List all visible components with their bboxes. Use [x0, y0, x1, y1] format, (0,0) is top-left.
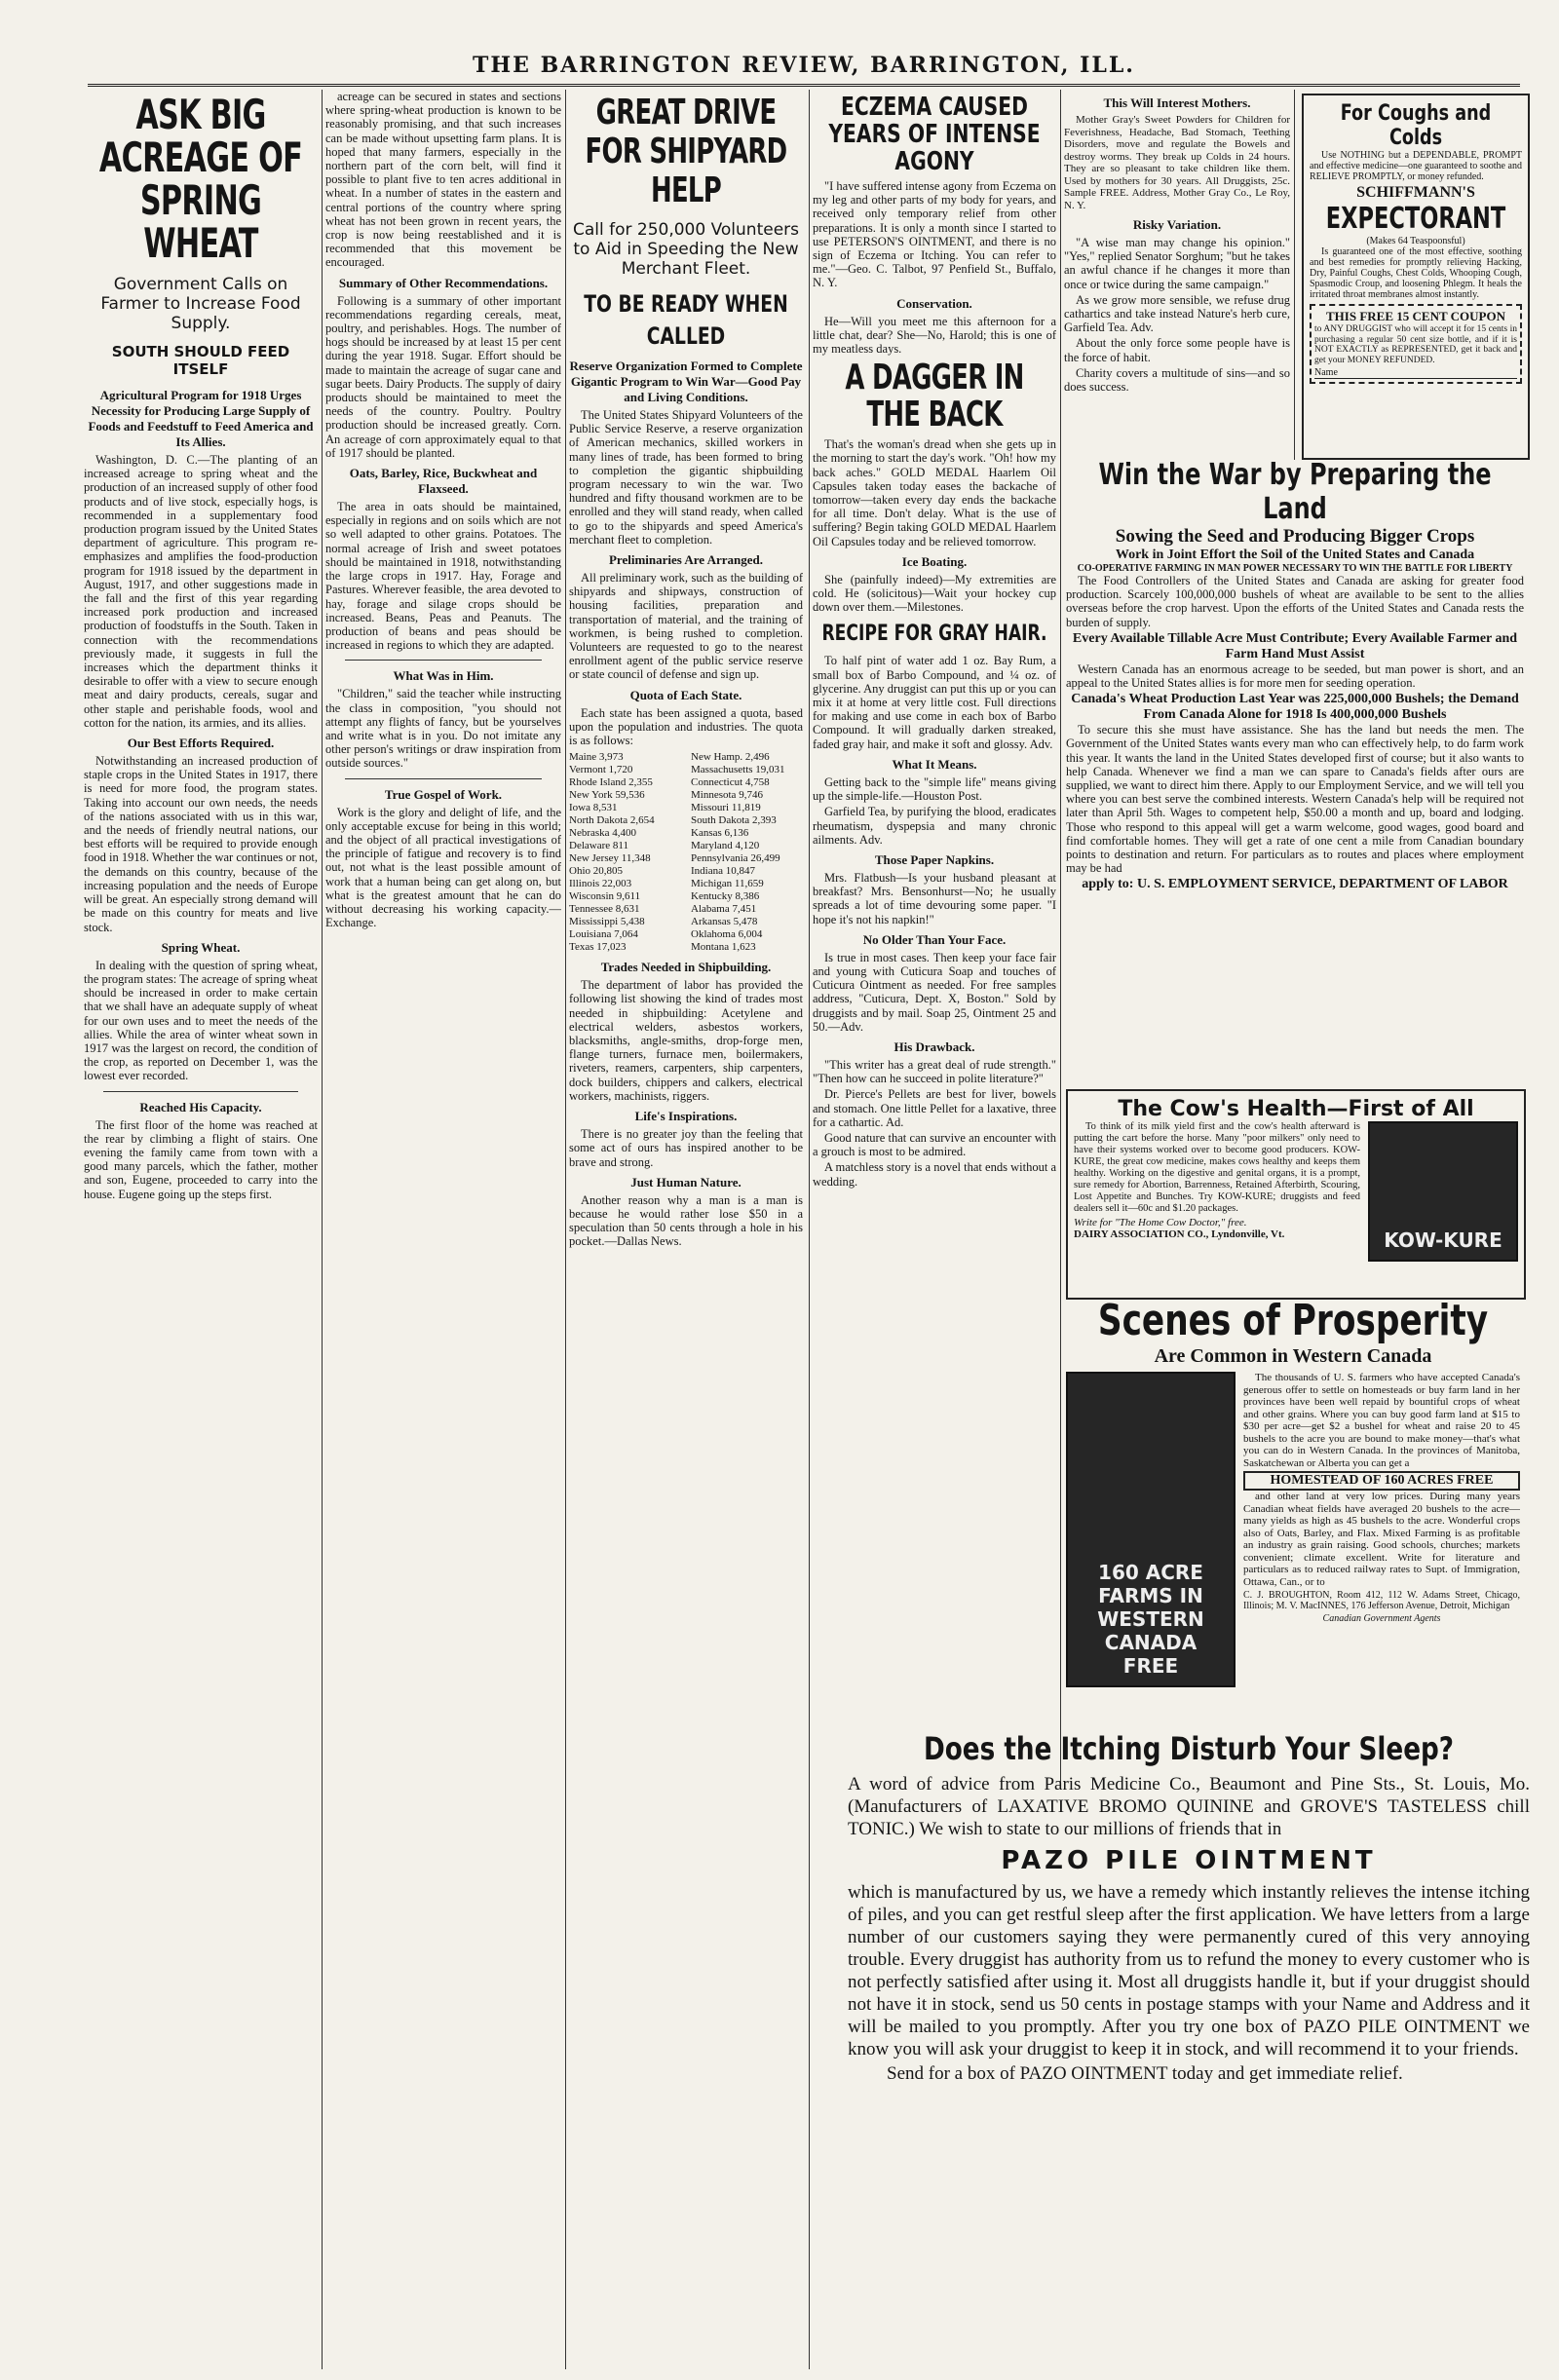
- ad-body: To secure this she must have assistance. She has the land but needs the men. The Government of the United States wants every man who can effectively help, to do farm work this year. It wants the land in the United States developed first of course; but it also wants to help Canada. Whenever we find a man we can spare to Canada's fields after ours are supplied, we want to direct him there. Apply to our Employment Service, and we will tell you where you can best serve the combined interests. Western Canada's help will be required not later than April 5th. Wages to competent help, $50.00 a month and up, board and lodging. Those who respond to this appeal will get a warm welcome, good wages, good board and find comfortable homes. They will get a rate of one cent a mile from Canadian boundary points to destination and return. For particulars as to routes and places where employment may be had: [1066, 723, 1524, 876]
- ad-subtitle: Are Common in Western Canada: [1154, 1345, 1432, 1367]
- headline: ECZEMA CAUSED YEARS OF INTENSE AGONY: [828, 93, 1041, 176]
- divider: [103, 1091, 298, 1092]
- article-body: "A wise man may change his opinion." "Yes," replied Senator Sorghum; "but he takes an awful chance if he changes it more than once or twice during the same campaign.": [1064, 236, 1290, 291]
- ad-lead: A word of advice from Paris Medicine Co., Beaumont and Pine Sts., St. Louis, Mo. (Manufacturers of LAXATIVE BROMO QUININE and GROVE'S TASTELESS chill TONIC.) We wish to state to our millions of friends that in: [848, 1774, 1530, 1839]
- article-body: Garfield Tea, by purifying the blood, eradicates rheumatism, dyspepsia and many chronic ailments. Adv.: [813, 805, 1056, 847]
- quota-entry: Louisiana 7,064: [569, 928, 638, 941]
- column-rule: [1294, 90, 1295, 460]
- quota-entry: Montana 1,623: [691, 941, 756, 954]
- article-body: There is no greater joy than the feeling that some act of ours has inspired another to be brave and strong.: [569, 1127, 803, 1169]
- masthead-title: THE BARRINGTON REVIEW, BARRINGTON, ILL.: [473, 53, 1135, 78]
- quota-entry: Indiana 10,847: [691, 865, 755, 878]
- quota-entry: Arkansas 5,478: [691, 916, 758, 928]
- ad-brand: SCHIFFMANN'S: [1356, 184, 1475, 201]
- quota-entry: Delaware 811: [569, 840, 628, 852]
- column-short-items: [1064, 90, 1290, 455]
- masthead: [88, 47, 1520, 87]
- quota-entry: Pennsylvania 26,499: [691, 852, 780, 865]
- article-body: As we grow more sensible, we refuse drug cathartics and take instead Nature's herb cure, Garfield Tea. Adv.: [1064, 292, 1290, 335]
- quota-entry: Kentucky 8,386: [691, 890, 760, 903]
- article-body: All preliminary work, such as the building of shipyards and shipways, construction of housing facilities, preparation and transportation of material, and the training of workmen, is being rushed to completion. Volunteers are requested to go to the nearest enrollment agent of the public service reserve or state council of defense and sign up.: [569, 571, 803, 682]
- subheading: Summary of Other Recommendations.: [338, 275, 549, 290]
- quota-entry: Nebraska 4,400: [569, 827, 637, 840]
- article-body: The first floor of the home was reached at the rear by climbing a flight of stairs. One evening the family came from town with a good many parcels, which the father, mother and son, Eugene, proceeded to carry into the house. Eugene going up the steps first.: [84, 1117, 318, 1201]
- column-rule: [565, 90, 566, 2369]
- article-body: Dr. Pierce's Pellets are best for liver, bowels and stomach. One little Pellet for a laxative, three for a cathartic. Ad.: [813, 1087, 1056, 1129]
- quota-entry: Mississippi 5,438: [569, 916, 645, 928]
- subheading: Just Human Nature.: [630, 1174, 741, 1190]
- ad-kow-kure: [1066, 1089, 1526, 1300]
- subheading: Risky Variation.: [1132, 217, 1222, 232]
- article-body: That's the woman's dread when she gets up in the morning to start the day's work. "Oh! how my back aches." GOLD MEDAL Haarlem Oil Capsules taken today eases the backache of tomorrow—taken every day ends the backache for all time. Don't delay. What is the use of suffering? Begin taking GOLD MEDAL Haarlem Oil Capsules today and be relieved tomorrow.: [813, 437, 1056, 548]
- article-body: The United States Shipyard Volunteers of the Public Service Reserve, a reserve organization of American mechanics, skilled workers in many lines of trade, has been formed to bring to completion the gigantic shipbuilding program necessary to win the war. Two hundred and fifty thousand workmen are to be enrolled and they will stand ready, when called to go to the shipyards and speed America's merchant fleet to completion.: [569, 408, 803, 547]
- canada-badge: 160 ACRE FARMS IN WESTERN CANADA FREE: [1097, 1561, 1204, 1678]
- quota-entry: Oklahoma 6,004: [691, 928, 763, 941]
- article-body: Following is a summary of other important recommendations regarding cereals, meat, poultry, and perishables. Hogs. The number of hogs should be increased by at least 15 per cent during the year 1918. Sugar. Effort should be made to maintain the acreage of sugar cane and sugar beets. Dairy Products. The supply of dairy products should be maintained to meet the needs of the country. Poultry. Poultry production should be increased greatly. Corn. An acreage of corn approximately equal to that of 1917 should be planted.: [325, 293, 561, 460]
- quota-entry: Iowa 8,531: [569, 802, 618, 814]
- article-body: The area in oats should be maintained, especially in regions and on soils which are not so well adapted to other grains. Potatoes. The normal acreage of Irish and sweet potatoes should be maintained in 1918, notwithstanding the large crops in 1917. Hay, Forage and Pastures. Wherever feasible, the area devoted to hay, forage and silage crops should be increased. Beans, Peas and Peanuts. The production of beans and peas should be increased in regions to which they are adapted.: [325, 500, 561, 653]
- ad-expectorant: [1302, 94, 1530, 460]
- article-body: To half pint of water add 1 oz. Bay Rum, a small box of Barbo Compound, and ¼ oz. of glycerine. Any druggist can put this up or you can mix it at home at very little cost. Full directions for making and use come in each box of Barbo Compound. It will gradually darken streaked, faded gray hair, and make it soft and glossy. Adv.: [813, 654, 1056, 751]
- quota-entry: Alabama 7,451: [691, 903, 757, 916]
- ad-body: Is guaranteed one of the most effective, soothing and best remedies for promptly relieving Hacking, Dry, Painful Coughs, Chest Colds, Whooping Cough, Spasmodic Croup, and loosening Phlegm. It heals the irritated throat membranes almost instantly.: [1310, 246, 1522, 300]
- subheading: Our Best Efforts Required.: [127, 736, 275, 751]
- quota-table: [569, 751, 803, 954]
- headline: RECIPE FOR GRAY HAIR.: [821, 622, 1047, 647]
- subheading: Reached His Capacity.: [139, 1099, 262, 1114]
- column-rule: [1060, 90, 1061, 1785]
- quota-entry: North Dakota 2,654: [569, 814, 655, 827]
- deck: Agricultural Program for 1918 Urges Necessity for Producing Large Supply of Foods and Feedstuff to Feed America and Its Allies.: [88, 388, 314, 449]
- quota-entry: Tennessee 8,631: [569, 903, 640, 916]
- ad-booklet: Write for "The Home Cow Doctor," free.: [1074, 1217, 1247, 1228]
- ad-deck: CO-OPERATIVE FARMING IN MAN POWER NECESSARY TO WIN THE BATTLE FOR LIBERTY: [1077, 563, 1513, 574]
- quota-entry: New Jersey 11,348: [569, 852, 651, 865]
- coupon-body: to ANY DRUGGIST who will accept it for 15 cents in purchasing a regular 50 cent size bottle, and if it is NOT EXACTLY as REPRESENTED, get it back and get your MONEY REFUNDED.: [1314, 324, 1517, 365]
- ad-title: Does the Itching Disturb Your Sleep?: [924, 1730, 1454, 1767]
- subheading: Those Paper Napkins.: [874, 851, 995, 867]
- cow-illustration: [1368, 1121, 1518, 1262]
- article-body: "This writer has a great deal of rude strength." "Then how can he succeed in polite literature?": [813, 1057, 1056, 1086]
- ad-product: PAZO PILE OINTMENT: [1001, 1846, 1377, 1875]
- subheading: Preliminaries Are Arranged.: [608, 552, 764, 568]
- quota-entry: Minnesota 9,746: [691, 789, 763, 802]
- canada-illustration: [1066, 1372, 1236, 1687]
- column-rule: [322, 90, 323, 2369]
- ad-body: Western Canada has an enormous acreage to be seeded, but man power is short, and an appeal to the United States allies is for more men for seeding operation.: [1066, 661, 1524, 691]
- deck: Government Calls on Farmer to Increase Food Supply.: [100, 275, 301, 333]
- ad-body: The Food Controllers of the United States and Canada are asking for greater food production. Scarcely 100,000,000 bushels of wheat are available to be sent to the allies overseas before the crop harvest. Upon the efforts of the United States and Canada rests the burden of supply.: [1066, 574, 1524, 629]
- column-miscellany: [813, 90, 1056, 1726]
- article-body: Mrs. Flatbush—Is your husband pleasant at breakfast? Mrs. Bensonhurst—No; he usually spreads a lot of time devouring some paper. "I hope it's not his napkin!": [813, 870, 1056, 926]
- quota-entry: Massachusetts 19,031: [691, 764, 785, 776]
- subheading: Ice Boating.: [901, 553, 968, 569]
- divider: [345, 778, 542, 779]
- ad-subtitle: Sowing the Seed and Producing Bigger Crops: [1115, 526, 1475, 547]
- ad-apply: apply to: U. S. EMPLOYMENT SERVICE, DEPARTMENT OF LABOR: [1082, 877, 1508, 892]
- ad-body: which is manufactured by us, we have a remedy which instantly relieves the intense itching of piles, and you can get restful sleep after the first application. We have letters from a large number of our customers saying they were permanently cured of this very annoying trouble. Every druggist has authority from us to refund the money to every customer who is not perfectly satisfied after using it. Most all druggists handle it, but if your druggist should not have it in stock, send us 50 cents in postage stamps with your Name and Address and it will be mailed to you promptly. After you try one box of PAZO PILE OINTMENT we know you will ask your druggist to keep it in stock, and will recommend it to your friends.: [848, 1882, 1530, 2059]
- quota-entry: Illinois 22,003: [569, 878, 632, 890]
- quota-entry: New Hamp. 2,496: [691, 751, 770, 764]
- article-body: Mother Gray's Sweet Powders for Children for Feverishness, Headache, Bad Stomach, Teething Disorders, move and regulate the Bowels and destroy worms. They break up Colds in 24 hours. They are so pleasant to take children like them. Used by mothers for 30 years. All Druggists, 25c. Sample FREE. Address, Mother Gray Co., Le Roy, N. Y.: [1064, 114, 1290, 211]
- column-rule: [809, 90, 810, 2369]
- subheading: Spring Wheat.: [161, 939, 241, 955]
- ad-title: For Coughs and Colds: [1340, 101, 1492, 150]
- ad-body: To think of its milk yield first and the cow's health afterward is putting the cart before the horse. Many "poor milkers" only need to have their systems worked over to become good producers. KOW-KURE, the great cow medicine, makes cows healthy and keeps them healthy. Working on the digestive and genital organs, it is a prompt, sure remedy for Abortion, Barrenness, Retained Afterbirth, Scouring, Lost Appetite and Bunches. Try KOW-KURE; druggists and feed dealers sell it—60c and $1.20 packages.: [1074, 1121, 1360, 1214]
- article-body: Good nature that can survive an encounter with a grouch is most to be admired.: [813, 1130, 1056, 1159]
- article-body: About the only force some people have is the force of habit.: [1064, 336, 1290, 364]
- subheading: His Drawback.: [894, 1039, 975, 1054]
- coupon-name-label: Name: [1314, 367, 1517, 379]
- deck: Call for 250,000 Volunteers to Aid in Speeding the New Merchant Fleet.: [572, 220, 800, 279]
- ad-agents-label: Canadian Government Agents: [1322, 1613, 1441, 1624]
- ad-pazo-ointment: [848, 1724, 1530, 2367]
- quota-entry: New York 59,536: [569, 789, 645, 802]
- article-body: Is true in most cases. Then keep your face fair and young with Cuticura Soap and touches of Cuticura Ointment as needed. For free samples address, "Cuticura, Dept. X, Boston." Sold by druggists and by mail. Soap 25, Ointment 25 and 50.—Adv.: [813, 950, 1056, 1034]
- article-shipyard: [569, 90, 803, 2369]
- ad-body: The thousands of U. S. farmers who have accepted Canada's generous offer to settle on homesteads or buy farm land in her provinces have been well repaid by bountiful crops of wheat and other grains. Where you can buy good farm land at $15 to $30 per acre—get $2 a bushel for wheat and raise 20 to 45 bushels to the acre you are bound to make money—that's what you can do in Western Canada. In the provinces of Manitoba, Saskatchewan or Alberta you can get a: [1243, 1372, 1520, 1469]
- subheading: No Older Than Your Face.: [862, 931, 1007, 947]
- subheading: Quota of Each State.: [629, 687, 742, 702]
- article-body: Charity covers a multitude of sins—and so does success.: [1064, 365, 1290, 395]
- ad-body: and other land at very low prices. During many years Canadian wheat fields have averaged 20 bushels to the acre—many yields as high as 45 bushels to the acre. Wonderful crops also of Oats, Barley, and Flax. Mixed Farming is as profitable an industry as grain raising. Good schools, churches; markets convenient; climate excellent. Write for literature and particulars as to reduced railway rates to Supt. of Immigration, Ottawa, Can., or to: [1243, 1491, 1520, 1588]
- deck: TO BE READY WHEN CALLED: [584, 290, 788, 350]
- subheading: Conservation.: [896, 295, 972, 311]
- article-body: He—Will you meet me this afternoon for a little chat, dear? She—No, Harold; this is one of my meatless days.: [813, 314, 1056, 357]
- article-body: Each state has been assigned a quota, based upon the population and industries. The quota is as follows:: [569, 705, 803, 748]
- quota-entry: South Dakota 2,393: [691, 814, 777, 827]
- ad-title: The Cow's Health—First of All: [1118, 1097, 1474, 1121]
- subheading: This Will Interest Mothers.: [1103, 95, 1251, 110]
- ad-lead: Use NOTHING but a DEPENDABLE, PROMPT and effective medicine—one guaranteed to soothe and RELIEVE PROMPTLY, or money refunded.: [1310, 150, 1522, 182]
- article-continued: [325, 90, 561, 2369]
- ad-deck: Work in Joint Effort the Soil of the United States and Canada: [1115, 548, 1475, 562]
- article-body: A matchless story is a novel that ends without a wedding.: [813, 1160, 1056, 1189]
- article-body: She (painfully indeed)—My extremities are cold. He (solicitous)—Wait your hockey cup down over them.—Milestones.: [813, 572, 1056, 615]
- ad-close: Send for a box of PAZO OINTMENT today and get immediate relief.: [887, 2063, 1403, 2084]
- quota-entry: Maine 3,973: [569, 751, 624, 764]
- article-body: In dealing with the question of spring wheat, the program states: The acreage of spring wheat should be increased in order to make certain that we shall have an adequate supply of wheat for our own uses and to meet the needs of the allies. While the area of winter wheat sown in 1917 was the largest on record, the condition of the crop, as reported on December 1, was the lowest ever recorded.: [84, 958, 318, 1083]
- subheading: Trades Needed in Shipbuilding.: [600, 960, 772, 975]
- article-spring-wheat: [84, 90, 318, 2369]
- subheading: Life's Inspirations.: [634, 1109, 738, 1124]
- ad-bold: Canada's Wheat Production Last Year was 225,000,000 Bushels; the Demand From Canada Alone for 1918 Is 400,000,000 Bushels: [1071, 692, 1519, 723]
- quota-entry: Rhode Island 2,355: [569, 776, 653, 789]
- ad-bold: Every Available Tillable Acre Must Contribute; Every Available Farmer and Farm Hand Must Assist: [1072, 630, 1518, 661]
- quota-entry: Kansas 6,136: [691, 827, 749, 840]
- article-body: Notwithstanding an increased production of staple crops in the United States in 1917, there is need for more food, the program states. Taking into account our own needs, the needs of the nations associated with us in this war, and the needs of friendly neutral nations, our best efforts will be required to provide enough food in 1918. Whether the war continues or not, the demands on this country, because of the increasing population and the needs of Europe will be great. An especially strong demand will be made on this country for meats and live stock.: [84, 754, 318, 934]
- ad-western-canada: [1066, 1296, 1520, 1705]
- article-body: Another reason why a man is a man is because he would rather lose $50 in a speculation than 50 cents through a hole in his pocket.—Dallas News.: [569, 1192, 803, 1249]
- deck: SOUTH SHOULD FEED ITSELF: [111, 343, 290, 378]
- coupon[interactable]: [1310, 304, 1522, 384]
- article-body: Getting back to the "simple life" means giving up the simple-life.—Houston Post.: [813, 774, 1056, 804]
- kow-kure-label: KOW-KURE: [1384, 1228, 1502, 1252]
- headline: A DAGGER IN THE BACK: [845, 358, 1024, 435]
- subheading: True Gospel of Work.: [384, 786, 503, 802]
- ad-company: DAIRY ASSOCIATION CO., Lyndonville, Vt.: [1074, 1228, 1285, 1240]
- ad-homestead: HOMESTEAD OF 160 ACRES FREE: [1243, 1471, 1520, 1491]
- article-body: "I have suffered intense agony from Eczema on my leg and other parts of my body for years, and received only temporary relief from other preparations. It is only a month since I started to use PETERSON'S OINTMENT, and there is no sign of Eczema or Itching. You can refer to me."—Geo. C. Talbot, 97 Penfield St., Buffalo, N. Y.: [813, 179, 1056, 290]
- article-body: Work is the glory and delight of life, and the only acceptable excuse for being in this world; and the object of all practical investigations of the principle of fatigue and recovery is to find out, not what is the least possible amount of work that a human being can get along on, but what is the greatest amount that he can do without decreasing his working capacity.—Exchange.: [325, 805, 561, 930]
- quota-entry: Texas 17,023: [569, 941, 627, 954]
- ad-win-the-war: [1066, 458, 1524, 1081]
- ad-product: EXPECTORANT: [1325, 202, 1506, 236]
- article-body: "Children," said the teacher while instructing the class in composition, "you should not attempt any flights of fancy, but be yourselves and write what is in you. Do not imitate any other person's writings or draw inspiration from outside sources.": [325, 687, 561, 771]
- divider: [345, 660, 542, 661]
- ad-title: Scenes of Prosperity: [1097, 1296, 1489, 1345]
- ad-size: (Makes 64 Teaspoonsful): [1366, 236, 1465, 246]
- quota-entry: Ohio 20,805: [569, 865, 623, 878]
- quota-entry: Missouri 11,819: [691, 802, 761, 814]
- headline: ASK BIG ACREAGE OF SPRING WHEAT: [98, 91, 303, 267]
- quota-entry: Vermont 1,720: [569, 764, 633, 776]
- coupon-title: THIS FREE 15 CENT COUPON: [1326, 309, 1505, 323]
- deck: Reserve Organization Formed to Complete Gigantic Program to Win War—Good Pay and Living Conditions.: [569, 359, 803, 404]
- article-body: The department of labor has provided the following list showing the kind of trades most needed in shipbuilding: Acetylene and electrical welders, asbestos workers, blacksmiths, angle-smiths, drop-forge men, flange turners, furnace men, boilermakers, riveters, reamers, carpenters, ship carpenters, dock builders, chippers and calkers, electrical workers, machinists, riggers.: [569, 978, 803, 1103]
- quota-entry: Maryland 4,120: [691, 840, 760, 852]
- article-body: Washington, D. C.—The planting of an increased acreage to spring wheat and the production of an increased supply of other food products and of live stock, especially hogs, is recommended in a supplementary food production program issued by the United States department of agriculture. This program re-emphasizes and amplifies the food-production program for 1918 issued by the department in August, 1917, and other suggestions made in the fall and the first of this year regarding increased pork production and increased production of foodstuffs in the South. Taken in connection with the recommendations previously made, it suggests in full the increases which the department thinks it desirable to offer with a view to secure enough meat and dairy products, cereals, sugar and other staple and perishable foods, wool and cotton for the nation, its armies, and its allies.: [84, 453, 318, 730]
- subheading: What Was in Him.: [393, 668, 494, 684]
- ad-title: Win the War by Preparing the Land: [1098, 458, 1492, 526]
- subheading: Oats, Barley, Rice, Buckwheat and Flaxseed.: [349, 466, 538, 497]
- quota-entry: Wisconsin 9,611: [569, 890, 641, 903]
- quota-entry: Michigan 11,659: [691, 878, 764, 890]
- quota-entry: Connecticut 4,758: [691, 776, 770, 789]
- subheading: What It Means.: [892, 756, 977, 772]
- article-body: acreage can be secured in states and sections where spring-wheat production is known to be reasonably promising, and that such increases can be made without upsetting farm plans. It is hoped that many farmers, especially in the northern part of the corn belt, will find it possible to plant five to ten acres additional in wheat. In a number of states in the eastern and central portions of the country where spring wheat has not been grown in recent years, the crop is now being reestablished and it is recommended that this movement be encouraged.: [325, 90, 561, 270]
- headline: GREAT DRIVE FOR SHIPYARD HELP: [585, 93, 787, 210]
- ad-agents: C. J. BROUGHTON, Room 412, 112 W. Adams Street, Chicago, Illinois; M. V. MacINNES, 176 Jefferson Avenue, Detroit, Michigan: [1243, 1590, 1520, 1611]
